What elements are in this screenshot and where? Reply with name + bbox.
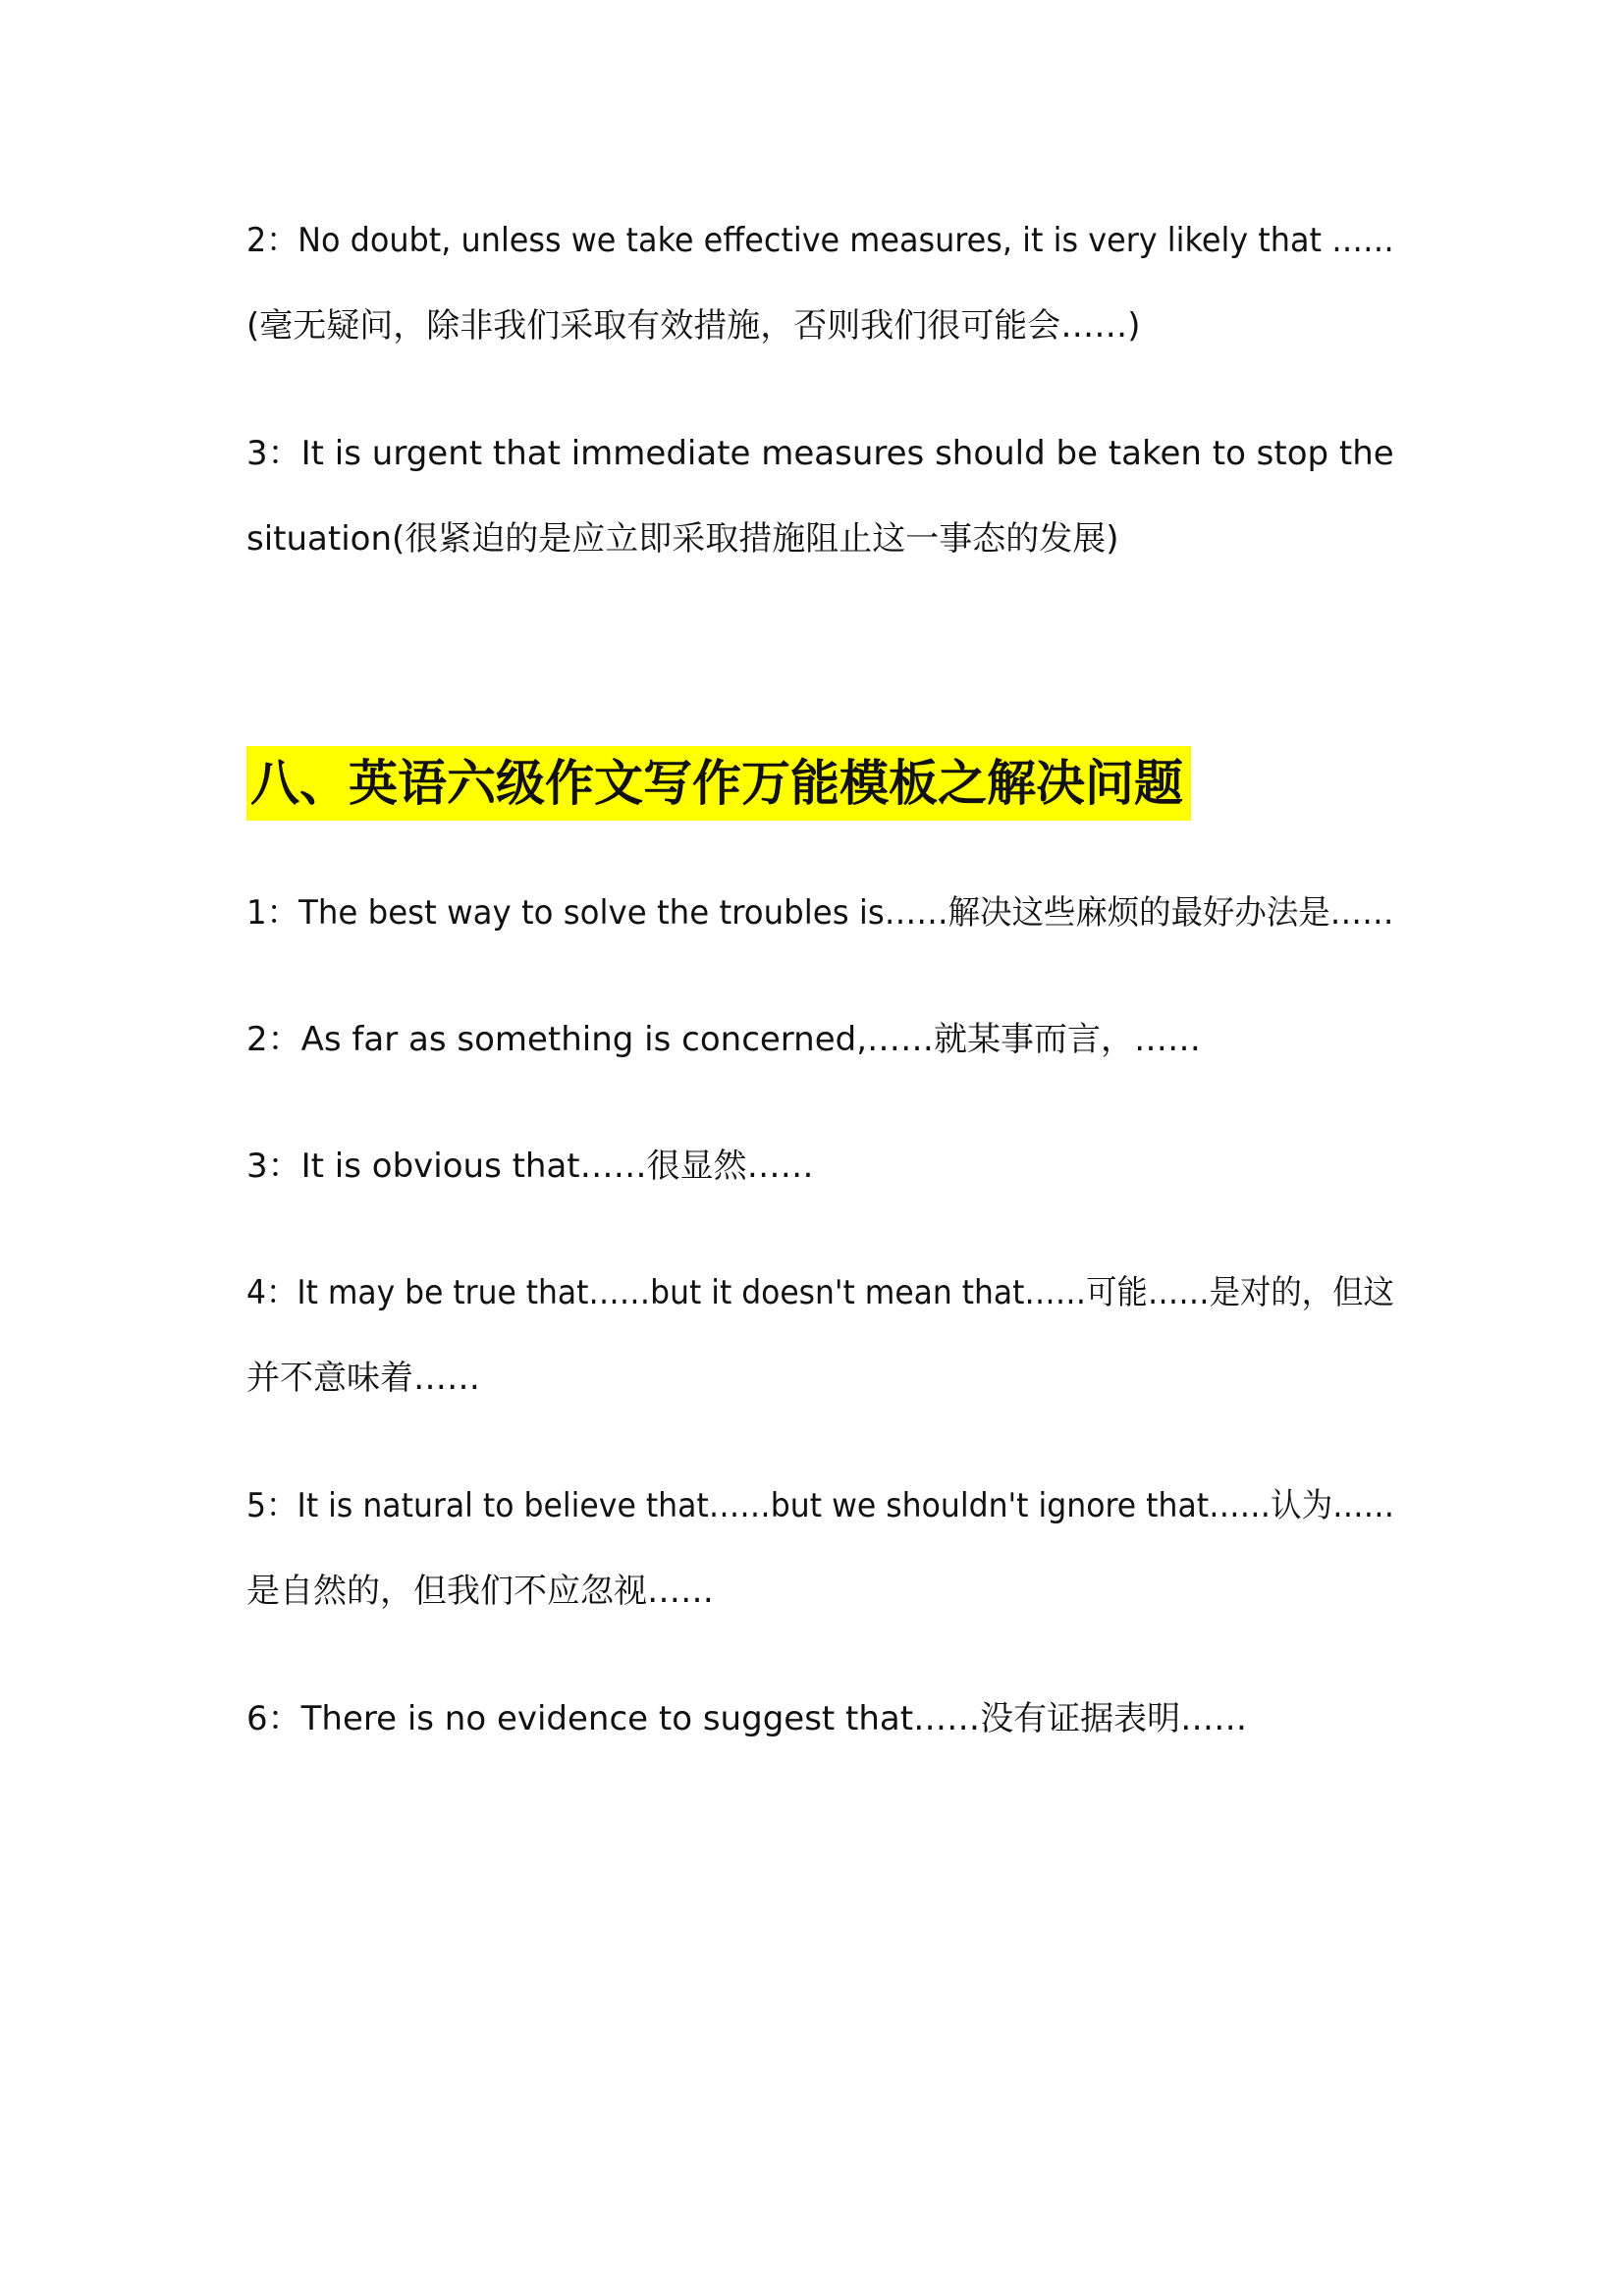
- prev-item-3-line-1: 3：It is urgent that immediate measures should be taken to stop the: [246, 434, 1394, 473]
- item-5-line-2: 是自然的，但我们不应忽视……: [246, 1572, 714, 1611]
- item-2-line-1: 2：As far as something is concerned,……就某事而言，……: [246, 1020, 1202, 1059]
- item-1-line-1: 1：The best way to solve the troubles is……解决这些麻烦的最好办法是……: [246, 893, 1394, 933]
- item-4-line-1: 4：It may be true that……but it doesn't mean that……可能……是对的，但这: [246, 1273, 1394, 1312]
- item-5-line-1: 5：It is natural to believe that……but we shouldn't ignore that……认为……: [246, 1486, 1395, 1525]
- item-3-line-1: 3：It is obvious that……很显然……: [246, 1147, 814, 1186]
- item-6-line-1: 6：There is no evidence to suggest that……没有证据表明……: [246, 1699, 1248, 1738]
- prev-item-3-line-2: situation(很紧迫的是应立即采取措施阻止这一事态的发展): [246, 519, 1119, 559]
- section-heading: 八、英语六级作文写作万能模板之解决问题: [250, 754, 1183, 812]
- prev-item-2-line-1: 2：No doubt, unless we take effective measures, it is very likely that ……: [246, 221, 1394, 260]
- prev-item-2-line-2: (毫无疑问，除非我们采取有效措施，否则我们很可能会……): [246, 306, 1141, 346]
- item-4-line-2: 并不意味着……: [246, 1359, 480, 1398]
- section-heading-highlight: [246, 746, 1191, 821]
